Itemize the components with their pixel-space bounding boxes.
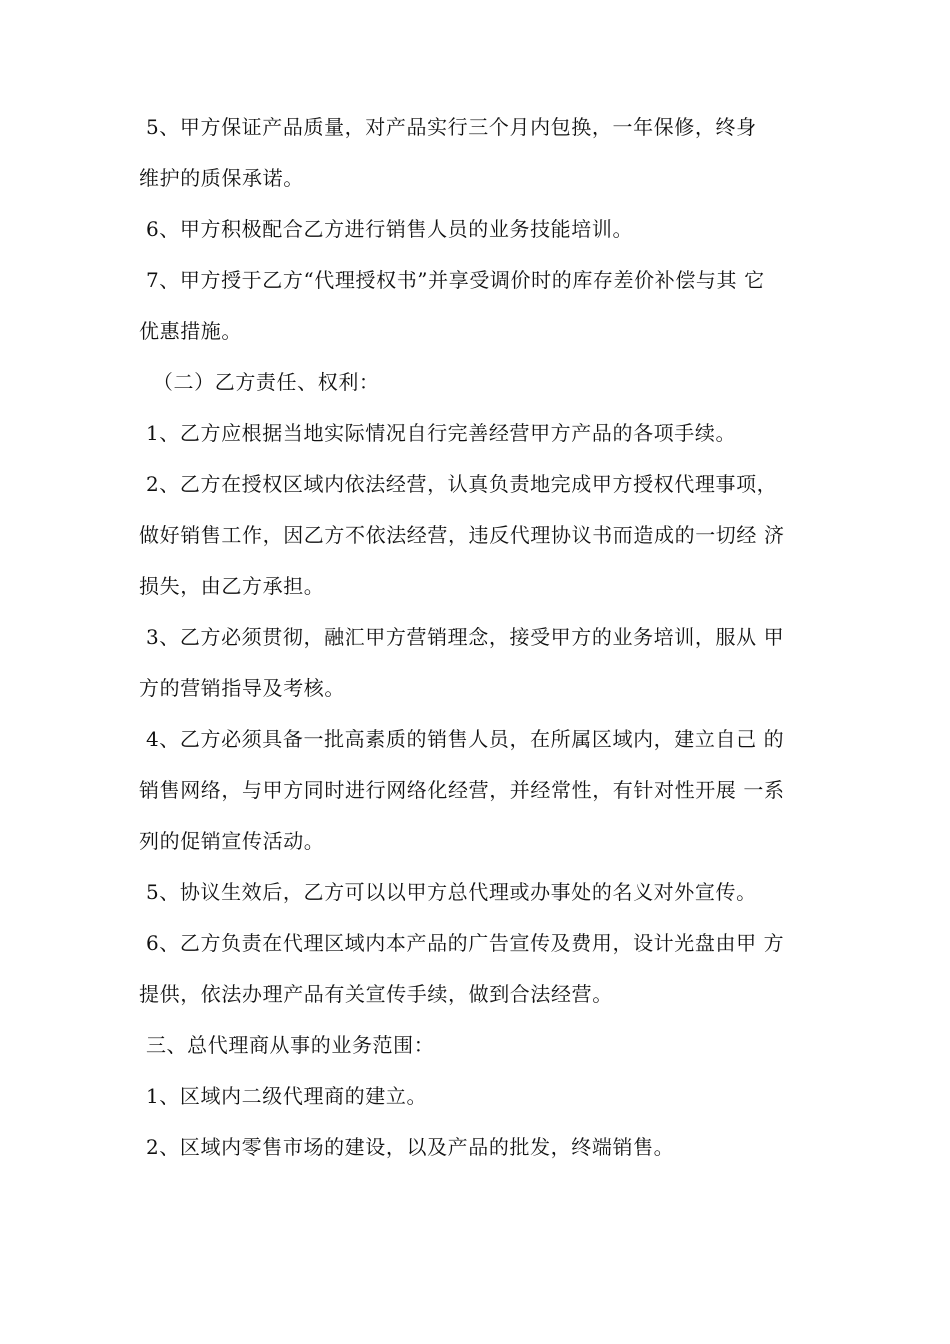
text-line: 7、甲方授于乙方“代理授权书”并享受调价时的库存差价补偿与其 它 [139, 268, 765, 292]
text-line: 做好销售工作，因乙方不依法经营，违反代理协议书而造成的一切经 济 [139, 523, 785, 547]
text-line: 1、区域内二级代理商的建立。 [139, 1084, 428, 1108]
text-line: 2、乙方在授权区域内依法经营，认真负责地完成甲方授权代理事项， [139, 472, 778, 496]
text-line: 1、乙方应根据当地实际情况自行完善经营甲方产品的各项手续。 [139, 421, 737, 445]
text-line: 维护的质保承诺。 [139, 166, 304, 190]
text-line: 2、区域内零售市场的建设，以及产品的批发，终端销售。 [139, 1135, 675, 1159]
text-line: 5、协议生效后，乙方可以以甲方总代理或办事处的名义对外宣传。 [139, 880, 757, 904]
text-line: 优惠措施。 [139, 319, 242, 343]
text-line: 4、乙方必须具备一批高素质的销售人员，在所属区域内，建立自己 的 [139, 727, 785, 751]
section-heading: （二）乙方责任、权利： [139, 370, 380, 394]
text-line: 5、甲方保证产品质量，对产品实行三个月内包换，一年保修，终身 [139, 115, 757, 139]
text-line: 销售网络，与甲方同时进行网络化经营，并经常性，有针对性开展 一系 [139, 778, 785, 802]
section-heading: 三、总代理商从事的业务范围： [139, 1033, 435, 1057]
text-line: 提供，依法办理产品有关宣传手续，做到合法经营。 [139, 982, 613, 1006]
text-line: 6、乙方负责在代理区域内本产品的广告宣传及费用，设计光盘由甲 方 [139, 931, 785, 955]
text-line: 6、甲方积极配合乙方进行销售人员的业务技能培训。 [139, 217, 634, 241]
text-line: 方的营销指导及考核。 [139, 676, 345, 700]
text-line: 3、乙方必须贯彻，融汇甲方营销理念，接受甲方的业务培训，服从 甲 [139, 625, 785, 649]
text-line: 损失，由乙方承担。 [139, 574, 325, 598]
text-line: 列的促销宣传活动。 [139, 829, 325, 853]
